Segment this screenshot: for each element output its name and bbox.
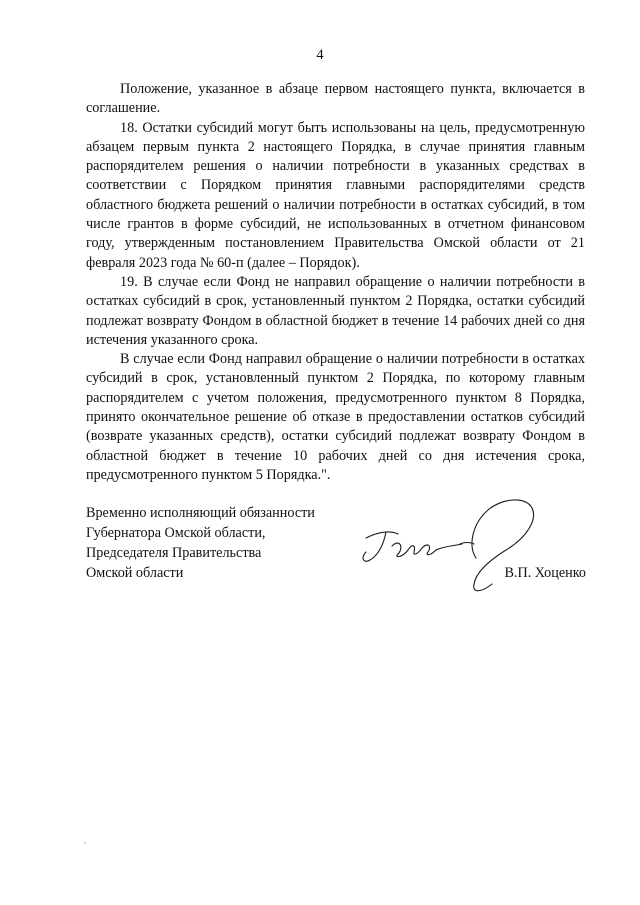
signature-block [86, 503, 586, 583]
signer-title-line: Губернатора Омской области, [86, 525, 266, 541]
page-number: 4 [316, 47, 324, 63]
signer-title-line: Председателя Правительства [86, 545, 262, 561]
paragraph-refund-clause: В случае если Фонд направил обращение о наличии потребности в остатках субсидий в срок, установленный пунктом 2 Порядка, по которому главным распорядителем с учетом положения, предусмотренного пунктом 8 Порядка, принято окончательное решение об отказе в предоставлении остатков субсидий (возврате указанных средств), остатки субсидий подлежат возврату Фондом в областной бюджет в течение 10 рабочих дней со дня истечения срока, предусмотренного пунктом 5 Порядка.". [86, 351, 585, 483]
paragraph-item-19: 19. В случае если Фонд не направил обращение о наличии потребности в остатках субсидий в срок, установленный пунктом 2 Порядка, остатки субсидий подлежат возврату Фондом в областной бюджет в течение 14 рабочих дней со дня истечения указанного срока. [86, 273, 585, 348]
scan-speck [84, 842, 86, 844]
document-body [86, 80, 585, 485]
paragraph-item-18: 18. Остатки субсидий могут быть использованы на цель, предусмотренную абзацем первым пункта 2 настоящего Порядка, в случае принятия главным распорядителем решения о наличии потребности в указанных средствах в соответствии с Порядком принятия главными распорядителями средств областного бюджета решений о наличии потребности в остатках субсидий, в том числе грантов в форме субсидий, не использованных в отчетном финансовом году, утвержденным постановлением Правительства Омской области от 21 февраля 2023 года № 60-п (далее – Порядок). [86, 119, 585, 271]
signer-title-line: Временно исполняющий обязанности [86, 505, 315, 521]
signer-title-line: Омской области [86, 565, 184, 581]
signer-name: В.П. Хоценко [504, 565, 586, 581]
paragraph-agreement-clause: Положение, указанное в абзаце первом настоящего пункта, включается в соглашение. [86, 81, 585, 117]
